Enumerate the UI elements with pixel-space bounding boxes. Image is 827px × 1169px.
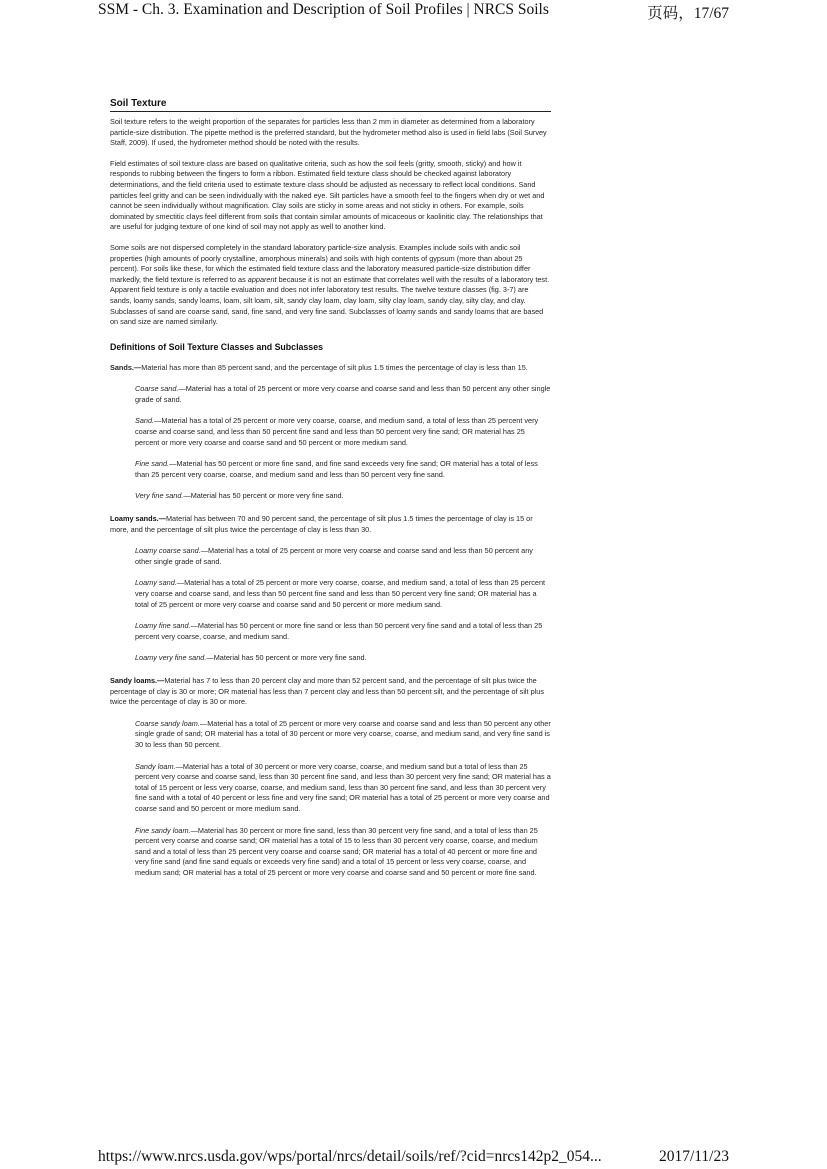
texture-subclass: Loamy very fine sand.—Material has 50 percent or more very fine sand. <box>135 653 367 663</box>
page-number: 页码，17/67 <box>647 5 729 22</box>
subclass-name: Very fine sand. <box>135 491 184 501</box>
texture-subclass: Loamy coarse sand.—Material has a total of 25 percent or more very coarse and coarse sand and less than 50 percent any other single grade of sand. <box>135 546 533 566</box>
class-name: Sands.— <box>110 362 142 372</box>
texture-subclass: Fine sand.—Material has 50 percent or more fine sand, and fine sand exceeds very fine sand; OR material has a total of less than 25 percent very coarse, coarse, and medium sand and less than 50 percent very fine sand. <box>135 459 538 479</box>
subclass-name: Sandy loam. <box>135 761 176 771</box>
paragraph: Some soils are not dispersed completely in the standard laboratory particle-size analysis. Examples include soils with andic soil properties (high amounts of poorly crystalline, amorphous minerals) and soils with high contents of gypsum (more than about 25 percent). For soils like these, for which the estimated field texture class and the laboratory measured particle-size distribution differ markedly, the field texture is referred to as apparent because it is not an estimate that correlates well with the results of a laboratory test. Apparent field texture is only a tactile evaluation and does not infer laboratory test results. The twelve texture classes (fig. 3-7) are sands, loamy sands, sandy loams, loam, silt loam, silt, sandy clay loam, clay loam, silty clay loam, sandy clay, silty clay, and clay. Subclasses of sand are coarse sand, sand, fine sand, and very fine sand. Subclasses of loamy sands and sandy loams that are based on sand size are named similarly. <box>110 242 550 327</box>
page-footer <box>0 1148 827 1168</box>
texture-subclass: Very fine sand.—Material has 50 percent or more very fine sand. <box>135 491 344 501</box>
class-name: Sandy loams.— <box>110 675 165 685</box>
subclass-name: Fine sand. <box>135 459 170 469</box>
subclass-name: Fine sandy loam. <box>135 825 191 835</box>
class-name: Loamy sands.— <box>110 514 166 524</box>
main-content <box>110 97 551 878</box>
paragraph: Field estimates of soil texture class are based on qualitative criteria, such as how the soil feels (gritty, smooth, sticky) and how it responds to rubbing between the fingers to form a ribbon. Estimated field texture class should be checked against laboratory determinations, and the field criteria used to estimate texture class should be adjusted as necessary to reflect local conditions. Sand particles feel gritty and can be seen individually with the naked eye. Silt particles have a smooth feel to the fingers when dry or wet and cannot be seen individually without magnification. Clay soils are sticky in some areas and not sticky in others. For example, soils dominated by smectitic clays feel different from soils that contain similar amounts of micaceous or kaolinitic clay. The relationships that are useful for judging texture of one kind of soil may not apply as well to another kind. <box>110 158 545 232</box>
section-title: Soil Texture <box>110 97 551 112</box>
texture-subclass: Sand.—Material has a total of 25 percent or more very coarse, coarse, and medium sand, a total of less than 25 percent very coarse and coarse sand, and less than 50 percent fine sand and less than 50 percent very fine sand; OR material has 25 percent or more very coarse and coarse sand and 50 percent or more medium sand. <box>135 416 539 447</box>
subclass-name: Loamy sand. <box>135 578 177 588</box>
texture-subclass: Sandy loam.—Material has a total of 30 percent or more very coarse, coarse, and medium sand but a total of less than 25 percent very coarse and coarse sand, less than 30 percent fine sand, and less than 30 percent very fine sand; OR material has a total of 15 percent or less very coarse, coarse, and medium sand, less than 30 percent fine sand, and less than 30 percent very fine sand with a total of 40 percent or less fine and very fine sand; OR material has a total of 25 percent or more very coarse and coarse sand and 50 percent or more medium sand. <box>135 761 551 813</box>
subclass-name: Sand. <box>135 416 155 426</box>
texture-class: Sandy loams.—Material has 7 to less than 20 percent clay and more than 52 percent sand, and the percentage of silt plus twice the percentage of clay is 30 or more; OR material has less than 7 percent clay and less than 50 percent silt, and the percentage of silt plus twice the percentage of clay is 30 or more. <box>110 675 544 707</box>
source-url: https://www.nrcs.usda.gov/wps/portal/nrcs/detail/soils/ref/?cid=nrcs142p2_054... <box>98 1148 602 1165</box>
document-title: SSM - Ch. 3. Examination and Description of Soil Profiles | NRCS Soils <box>98 1 549 18</box>
subclass-name: Loamy coarse sand. <box>135 546 201 556</box>
print-date: 2017/11/23 <box>658 1148 729 1165</box>
texture-subclass: Fine sandy loam.—Material has 30 percent or more fine sand, less than 30 percent very fine sand, and a total of less than 25 percent very coarse and coarse sand; OR material has a total of 15 to less than 30 percent very coarse, coarse, and medium sand and a total of less than 25 percent very coarse and coarse sand; OR material has a total of 40 percent or more fine and very fine sand (and fine sand equals or exceeds very fine sand) and a total of 15 percent or less very coarse, coarse, and medium sand; OR material has a total of 25 percent or more very coarse and coarse sand and 50 percent or more fine sand. <box>135 825 538 877</box>
texture-subclass: Loamy sand.—Material has a total of 25 percent or more very coarse, coarse, and medium sand, a total of less than 25 percent very coarse and coarse sand, and less than 50 percent fine sand and less than 50 percent very fine sand; OR material has a total of 25 percent or more very coarse and coarse sand and 50 percent or more medium sand. <box>135 578 546 609</box>
paragraph: Soil texture refers to the weight proportion of the separates for particles less than 2 mm in diameter as determined from a laboratory particle-size distribution. The pipette method is the preferred standard, but the hydrometer method also is used in field labs (Soil Survey Staff, 2009). If used, the hydrometer method should be noted with the results. <box>110 117 547 148</box>
texture-subclass: Loamy fine sand.—Material has 50 percent or more fine sand or less than 50 percent very fine sand and a total of less than 25 percent very coarse, coarse, and medium sand. <box>135 621 543 641</box>
subclass-name: Coarse sandy loam. <box>135 718 200 728</box>
subclass-name: Coarse sand. <box>135 384 179 394</box>
page-header <box>0 0 827 22</box>
texture-class: Loamy sands.—Material has between 70 and 90 percent sand, the percentage of silt plus 1.5 times the percentage of clay is 15 or more, and the percentage of silt plus twice the percentage of clay is less than 30. <box>110 514 533 534</box>
texture-subclass: Coarse sandy loam.—Material has a total of 25 percent or more very coarse and coarse sand and less than 50 percent any other single grade of sand; OR material has a total of 30 percent or more very coarse, coarse, and medium sand, and very fine sand is 30 to less than 50 percent. <box>135 718 551 749</box>
definitions-heading: Definitions of Soil Texture Classes and Subclasses <box>110 341 323 352</box>
subclass-name: Loamy fine sand. <box>135 621 191 631</box>
subclass-name: Loamy very fine sand. <box>135 653 207 663</box>
texture-class: Sands.—Material has more than 85 percent sand, and the percentage of silt plus 1.5 times the percentage of clay is less than 15. <box>110 362 528 372</box>
italic-term: apparent <box>247 274 277 284</box>
texture-subclass: Coarse sand.—Material has a total of 25 percent or more very coarse and coarse sand and less than 50 percent any other single grade of sand. <box>135 384 551 404</box>
